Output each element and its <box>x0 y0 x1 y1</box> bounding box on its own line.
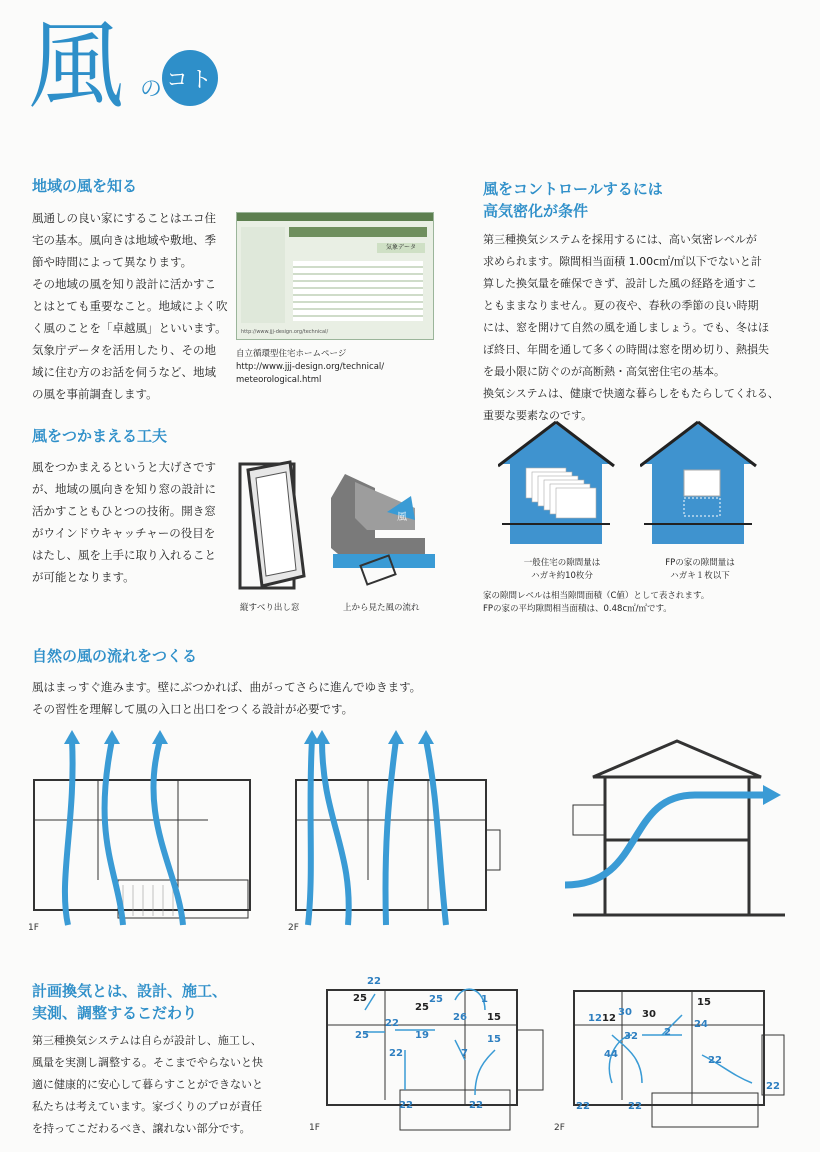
section3-heading: 風をコントロールするには 高気密化が条件 <box>483 180 663 220</box>
svg-text:2F: 2F <box>554 1123 565 1133</box>
svg-text:15: 15 <box>697 997 711 1008</box>
svg-text:12: 12 <box>602 1013 616 1024</box>
svg-text:22: 22 <box>367 976 381 987</box>
svg-text:22: 22 <box>385 1018 399 1029</box>
svg-text:25: 25 <box>415 1002 429 1013</box>
svg-text:44: 44 <box>604 1049 618 1060</box>
svg-text:24: 24 <box>694 1019 708 1030</box>
svg-text:2F: 2F <box>288 923 299 930</box>
section-view-wind-flow <box>565 735 790 920</box>
svg-text:1F: 1F <box>28 923 39 930</box>
section1-heading: 地域の風を知る <box>32 177 138 195</box>
svg-text:22: 22 <box>628 1101 642 1112</box>
svg-text:25: 25 <box>353 993 367 1004</box>
section3-body: 第三種換気システムを採用するには、高い気密レベルが 求められます。隙間相当面積 1.00c㎡/㎡以下でないと計 算した換気量を確保できず、設計した風の経路を通すこ ともままなりません。夏の夜や、春秋の季節の良い時期 には、窓を開けて自然の風を通しましょう。でも、冬はほ ぼ終日、年間を通して多くの時間は窓を閉め切り、熱損失 を最小限に防ぐのが高断熱・高気密住宅の基本。 換気システムは、健康で快適な暮らしをもたらしてくれる、 重要な要素なのです。 <box>483 233 779 422</box>
url-link[interactable]: http://www.jjj-design.org/technical/ <box>236 362 385 372</box>
svg-text:15: 15 <box>487 1034 501 1045</box>
house2-caption: FPの家の隙間量は ハガキ１枚以下 <box>665 558 735 581</box>
website-screenshot: 気象データ http://www.jjj-design.org/technical/ <box>236 212 434 340</box>
svg-text:25: 25 <box>355 1030 369 1041</box>
section1-body: 風通しの良い家にすることはエコ住 宅の基本。風向きは地域や敷地、季 節や時間によって異なります。 その地域の風を知り設計に活かすこ とはとても重要なこと。地域によく吹 く風のことを「卓越風」といいます。 気象庁データを活用したり、その地 域に住む方のお話を伺うなど、地域 の風を事前調査します。 <box>32 211 228 401</box>
svg-text:2: 2 <box>664 1027 671 1038</box>
house-general-gap-illustration <box>498 420 618 550</box>
svg-text:22: 22 <box>389 1048 403 1059</box>
svg-text:26: 26 <box>453 1012 467 1023</box>
floorplan-1f-wind-flow <box>28 730 258 930</box>
svg-text:19: 19 <box>415 1030 429 1041</box>
section5-body: 第三種換気システムは自らが設計し、施工し、 風量を実測し調整する。そこまでやらないと快 適に健康的に安心して暮らすことができないと 私たちは考えています。家づくりのプロが責任 を持ってこだわるべき、譲れない部分です。 <box>32 1034 263 1135</box>
screenshot-caption: 自立循環型住宅ホームページ http://www.jjj-design.org/technical/ meteorological.html <box>236 349 385 385</box>
house-fp-gap-illustration <box>640 420 760 550</box>
section4-heading: 自然の風の流れをつくる <box>32 647 198 665</box>
section4-body: 風はまっすぐ進みます。壁にぶつかれば、曲がってさらに進んでゆきます。 その習性を理解して風の入口と出口をつくる設計が必要です。 <box>32 680 422 716</box>
svg-text:32: 32 <box>624 1031 638 1042</box>
svg-text:25: 25 <box>429 994 443 1005</box>
gap-note: 家の隙間レベルは相当隙間面積（C値）として表されます。 FPの家の平均隙間相当面積は、0.48c㎡/㎡です。 <box>483 591 710 614</box>
svg-text:22: 22 <box>708 1055 722 1066</box>
svg-text:22: 22 <box>766 1081 780 1092</box>
section2-body: 風をつかまえるというと大げさです が、地域の風向きを知り窓の設計に 活かすこともひとつの技術。開き窓 がウインドウキャッチャーの役目を はたし、風を上手に取り入れること が可能となります。 <box>32 460 216 584</box>
ventilation-plan-2f <box>552 975 792 1140</box>
section2-heading: 風をつかまえる工夫 <box>32 427 168 445</box>
svg-text:12: 12 <box>588 1013 602 1024</box>
svg-text:7: 7 <box>461 1048 468 1059</box>
ventilation-plan-1f <box>305 970 550 1135</box>
house1-caption: 一般住宅の隙間量は ハガキ約10枚分 <box>523 558 601 581</box>
caption-wind-flow: 上から見た風の流れ <box>343 603 420 613</box>
wind-flow-top-view-illustration <box>325 468 435 588</box>
caption-window: 縦すべり出し窓 <box>240 603 300 613</box>
title-kanji: 風 <box>28 10 124 122</box>
title-koto-badge: コト <box>162 50 218 106</box>
svg-text:30: 30 <box>642 1009 656 1020</box>
title-no: の <box>140 77 163 102</box>
svg-text:22: 22 <box>399 1100 413 1111</box>
svg-text:30: 30 <box>618 1007 632 1018</box>
svg-text:22: 22 <box>576 1101 590 1112</box>
floorplan-2f-wind-flow <box>288 730 518 930</box>
vertical-slide-window-illustration <box>234 460 314 596</box>
svg-text:15: 15 <box>487 1012 501 1023</box>
svg-text:22: 22 <box>469 1100 483 1111</box>
svg-text:1: 1 <box>481 994 488 1005</box>
svg-text:風: 風 <box>397 512 407 523</box>
section5-heading: 計画換気とは、設計、施工、 実測、調整するこだわり <box>32 982 228 1022</box>
svg-text:1F: 1F <box>309 1123 320 1133</box>
